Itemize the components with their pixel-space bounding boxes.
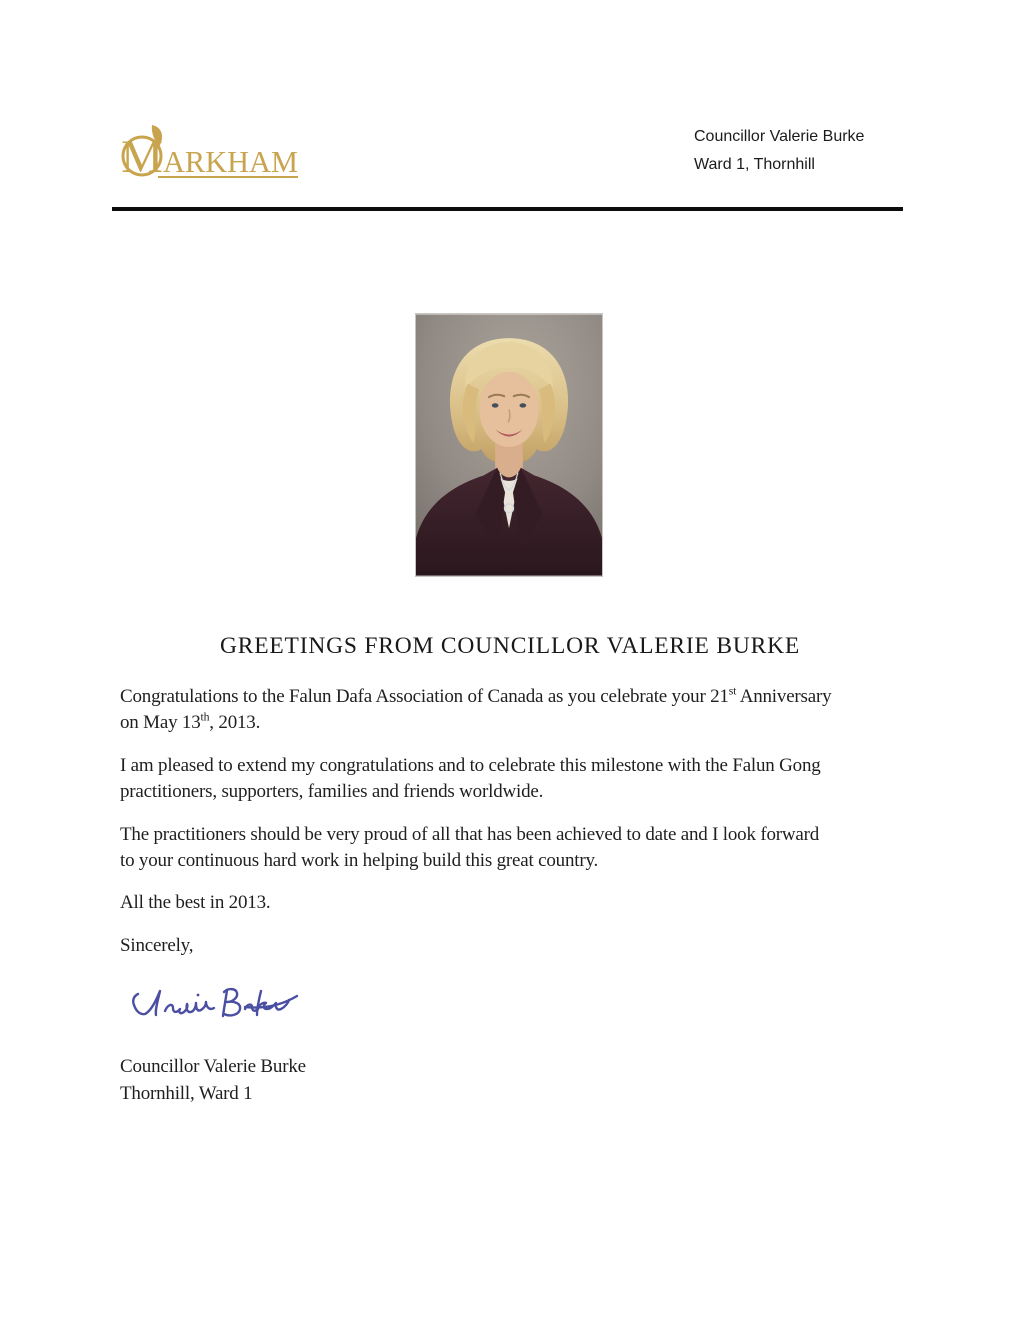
p1-line2-tail: , 2013. xyxy=(209,712,261,733)
closing-block xyxy=(120,1053,306,1107)
paragraph-line: practitioners, supporters, families and friends worldwide. xyxy=(120,781,544,802)
paragraph-line xyxy=(120,710,831,736)
paragraph-line xyxy=(120,684,831,710)
paragraph-line: All the best in 2013. xyxy=(120,892,271,913)
p1-line1-tail: Anniversary xyxy=(736,686,832,707)
paragraph-practitioners xyxy=(120,822,819,874)
p1-line2-text: on May 13 xyxy=(120,712,201,733)
councillor-portrait-photo xyxy=(415,313,603,577)
header-contact-name: Councillor Valerie Burke xyxy=(694,128,865,145)
paragraph-sincerely xyxy=(120,933,193,959)
header-contact-ward: Ward 1, Thornhill xyxy=(694,156,815,173)
signature-valerie-burke xyxy=(124,978,319,1036)
paragraph-pleased xyxy=(120,753,821,805)
logo-letter-m: M xyxy=(121,131,163,183)
paragraph-line: I am pleased to extend my congratulations and to celebrate this milestone with the Falun Gong xyxy=(120,755,821,776)
ordinal-superscript-st: st xyxy=(728,684,737,698)
header-rule xyxy=(112,207,903,211)
markham-logo xyxy=(116,124,302,184)
letter-title: GREETINGS FROM COUNCILLOR VALERIE BURKE xyxy=(220,633,800,659)
paragraph-congratulations xyxy=(120,684,831,736)
paragraph-line: Sincerely, xyxy=(120,935,194,956)
ordinal-superscript-th: th xyxy=(200,710,210,724)
closing-ward: Thornhill, Ward 1 xyxy=(120,1083,253,1104)
header-contact-block xyxy=(694,123,864,179)
p1-line1-text: Congratulations to the Falun Dafa Association of Canada as you celebrate your 21 xyxy=(120,686,729,707)
photo-eye-left xyxy=(492,403,499,407)
closing-name: Councillor Valerie Burke xyxy=(120,1056,306,1077)
paragraph-all-the-best xyxy=(120,890,270,916)
logo-word-rest: ARKHAM xyxy=(163,144,298,179)
paragraph-line: The practitioners should be very proud of all that has been achieved to date and I look forward xyxy=(120,824,820,845)
photo-eye-right xyxy=(519,403,526,407)
paragraph-line: to your continuous hard work in helping build this great country. xyxy=(120,850,599,871)
